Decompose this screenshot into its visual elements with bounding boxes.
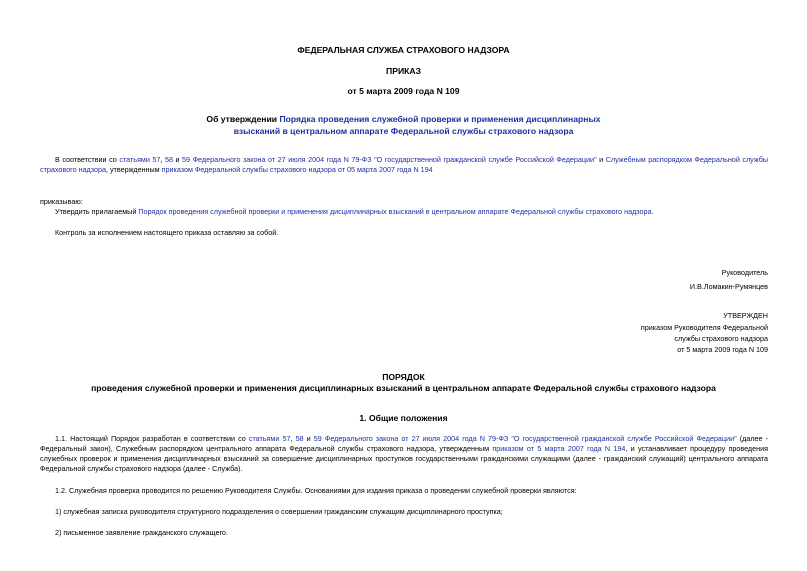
signature-position: Руководитель [721,268,768,277]
approval-heading: УТВЕРЖДЕН [723,311,768,320]
procedure-subheading: проведения служебной проверки и применения дисциплинарных взысканий в центральном аппарате Федеральной службы страхового надзора [91,383,716,393]
signature-name: И.В.Ломакин-Румянцев [689,282,768,291]
order-point-1: Утвердить прилагаемый Порядок проведения служебной проверки и применения дисциплинарных взысканий в центральном аппарате Федеральной службы страхового надзора. [55,207,654,216]
order-date: от 5 марта 2009 года N 109 [347,86,460,96]
order-point-2: Контроль за исполнением настоящего приказа оставляю за собой. [55,228,279,237]
order-title-link[interactable]: Порядка проведения служебной проверки и применения дисциплинарных взысканий в центральном аппарате Федеральной службы страхового надзора [233,114,601,136]
procedure-link[interactable]: Порядок проведения служебной проверки и применения дисциплинарных взысканий в центральном аппарате Федеральной службы страхового надзора [138,207,652,216]
procedure-heading: ПОРЯДОК [382,372,425,382]
federal-law-link[interactable]: 59 Федерального закона от 27 июля 2004 года N 79-ФЗ "О государственной гражданской службе Российской Федерации" [182,155,597,164]
order-label: приказываю: [40,197,83,206]
federal-law-link-2[interactable]: 59 Федерального закона от 27 июля 2004 года N 79-ФЗ "О государственной гражданской службе Российской Федерации" [313,434,737,443]
order-194-link[interactable]: приказом Федеральной службы страхового надзора от 05 марта 2007 года N 194 [161,165,433,175]
list-item-1: 1) служебная записка руководителя структурного подразделения о совершении гражданским служащим дисциплинарного проступка; [55,507,503,516]
paragraph-1-2: 1.2. Служебная проверка проводится по решению Руководителя Службы. Основаниями для издания приказа о проведении служебной проверки являются: [55,486,577,495]
law-article-58-link[interactable]: 58 [164,155,173,164]
service-rules-link[interactable]: Служебным распорядком Федеральной службы страхового надзора [40,155,769,175]
agency-heading: ФЕДЕРАЛЬНАЯ СЛУЖБА СТРАХОВОГО НАДЗОРА [297,45,510,55]
law-article-57-link[interactable]: статьями 57 [119,155,161,164]
section-1-heading: 1. Общие положения [359,413,448,423]
doc-type-heading: ПРИКАЗ [386,66,421,76]
preamble-paragraph: В соответствии со статьями 57, 58 и 59 Федерального закона от 27 июля 2004 года N 79-ФЗ "О государственной гражданской службе Российской Федерации" и Служебным распорядком Федеральной службы страхового надзора, утвержденным приказом Федеральной службы страхового надзора от 05 марта 2007 года N 194 [40,155,769,175]
order-194-link-2[interactable]: приказом от 5 марта 2007 года N 194 [492,444,626,454]
order-title-prefix: Об утверждении [206,114,280,124]
list-item-2: 2) письменное заявление гражданского служащего. [55,528,228,537]
approval-line-3: от 5 марта 2009 года N 109 [677,345,768,354]
paragraph-1-1: 1.1. Настоящий Порядок разработан в соответствии со статьями 57, 58 и 59 Федерального закона от 27 июля 2004 года N 79-ФЗ "О государственной гражданской службе Российской Федерации" (далее - Федеральный закон), Служебным распорядком центрального аппарата Федеральной службы страхового надзора, утвержденным приказом от 5 марта 2007 года N 194, и устанавливает процедуру проведения служебных проверок и применения дисциплинарных взысканий за совершение дисциплинарных проступков государственными гражданскими служащими (далее - гражданский служащий) центрального аппарата Федеральной службы страхового надзора (далее - Служба). [40,434,768,474]
law-article-57-link-2[interactable]: статьями 57 [248,434,291,443]
law-article-58-link-2[interactable]: 58 [295,434,304,443]
approval-line-2: службы страхового надзора [674,334,768,343]
order-title [0,114,807,137]
approval-line-1: приказом Руководителя Федеральной [640,323,768,332]
